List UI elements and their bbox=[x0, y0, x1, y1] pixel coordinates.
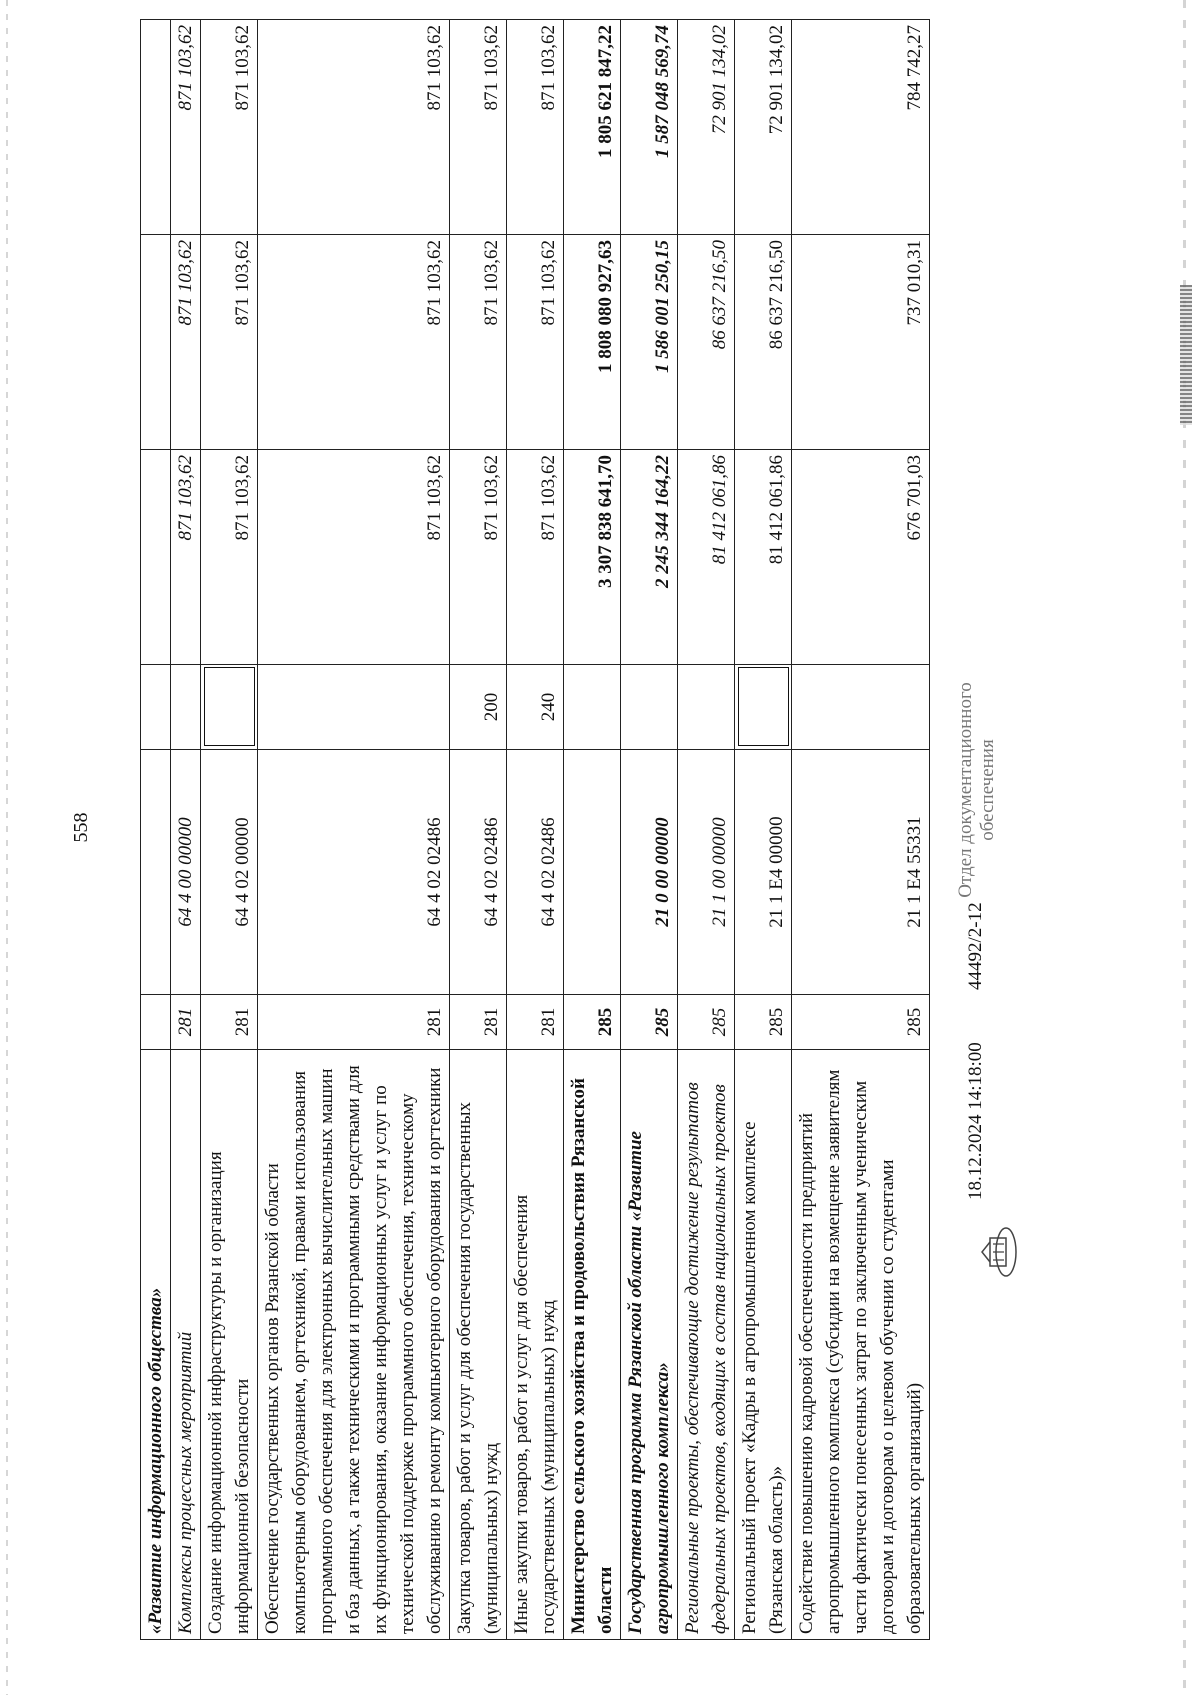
row-v1: 81 412 061,86 bbox=[735, 450, 792, 665]
row-target: 21 1 Е4 00000 bbox=[735, 750, 792, 995]
row-name: Региональный проект «Кадры в агропромышленном комплексе (Рязанская область)» bbox=[735, 1050, 792, 1640]
row-code: 281 bbox=[258, 995, 450, 1050]
scan-edge-right bbox=[1183, 0, 1186, 1695]
row-v1: 2 245 344 164,22 bbox=[621, 450, 678, 665]
row-v3: 72 901 134,02 bbox=[735, 20, 792, 235]
scan-edge-left bbox=[6, 0, 8, 1695]
row-v3: 72 901 134,02 bbox=[678, 20, 735, 235]
row-code: 285 bbox=[564, 995, 621, 1050]
table-row bbox=[564, 20, 621, 1640]
row-name: Содействие повышению кадровой обеспеченности предприятий агропромышленного комплекса (субсидии на возмещение заявителям части фактически понесенных затрат по заключенным ученическим договорам и договорам о целевом обучении со студентами образовательных организаций) bbox=[792, 1050, 930, 1640]
row-target: 64 4 02 02486 bbox=[258, 750, 450, 995]
footer-department: Отдел документационного обеспечения bbox=[955, 682, 998, 898]
row-code bbox=[141, 995, 171, 1050]
row-v3: 1 587 048 569,74 bbox=[621, 20, 678, 235]
row-v1: 871 103,62 bbox=[258, 450, 450, 665]
row-v3: 871 103,62 bbox=[258, 20, 450, 235]
row-kvr bbox=[678, 665, 735, 750]
row-v2: 86 637 216,50 bbox=[735, 235, 792, 450]
row-kvr bbox=[564, 665, 621, 750]
table-row bbox=[735, 20, 792, 1640]
table-row bbox=[621, 20, 678, 1640]
row-kvr bbox=[735, 665, 792, 750]
row-target bbox=[564, 750, 621, 995]
table-row bbox=[678, 20, 735, 1640]
row-name: Создание информационной инфраструктуры и организация информационной безопасности bbox=[201, 1050, 258, 1640]
row-v1: 871 103,62 bbox=[201, 450, 258, 665]
row-v1: 3 307 838 641,70 bbox=[564, 450, 621, 665]
row-kvr bbox=[621, 665, 678, 750]
scan-mark bbox=[1180, 285, 1192, 425]
row-v3 bbox=[141, 20, 171, 235]
row-v3: 871 103,62 bbox=[171, 20, 201, 235]
row-kvr: 240 bbox=[507, 665, 564, 750]
row-v3: 784 742,27 bbox=[792, 20, 930, 235]
row-code: 281 bbox=[450, 995, 507, 1050]
row-code: 281 bbox=[171, 995, 201, 1050]
row-kvr bbox=[201, 665, 258, 750]
table-row bbox=[450, 20, 507, 1640]
row-code: 285 bbox=[735, 995, 792, 1050]
row-target: 64 4 02 02486 bbox=[507, 750, 564, 995]
row-code: 281 bbox=[201, 995, 258, 1050]
row-v3: 871 103,62 bbox=[507, 20, 564, 235]
row-v2: 86 637 216,50 bbox=[678, 235, 735, 450]
row-name: Министерство сельского хозяйства и продовольствия Рязанской области bbox=[564, 1050, 621, 1640]
row-v2: 737 010,31 bbox=[792, 235, 930, 450]
row-v2: 871 103,62 bbox=[507, 235, 564, 450]
rotated-page bbox=[60, 15, 1060, 1640]
table-row bbox=[507, 20, 564, 1640]
row-code: 285 bbox=[792, 995, 930, 1050]
row-target bbox=[141, 750, 171, 995]
row-target: 64 4 02 02486 bbox=[450, 750, 507, 995]
emblem-icon bbox=[980, 1224, 1020, 1280]
page-number: 558 bbox=[70, 812, 92, 843]
table-row bbox=[792, 20, 930, 1640]
table-row bbox=[171, 20, 201, 1640]
row-target: 21 0 00 00000 bbox=[621, 750, 678, 995]
row-v2: 871 103,62 bbox=[171, 235, 201, 450]
footer-doc-number: 44492/2-12 bbox=[965, 902, 986, 990]
row-target: 64 4 02 00000 bbox=[201, 750, 258, 995]
row-v2: 1 808 080 927,63 bbox=[564, 235, 621, 450]
row-v3: 1 805 621 847,22 bbox=[564, 20, 621, 235]
row-v1: 871 103,62 bbox=[450, 450, 507, 665]
row-target: 64 4 00 00000 bbox=[171, 750, 201, 995]
row-v2: 871 103,62 bbox=[201, 235, 258, 450]
row-kvr bbox=[171, 665, 201, 750]
row-name: Иные закупки товаров, работ и услуг для обеспечения государственных (муниципальных) нужд bbox=[507, 1050, 564, 1640]
row-v1 bbox=[141, 450, 171, 665]
row-v1: 676 701,03 bbox=[792, 450, 930, 665]
row-target: 21 1 00 00000 bbox=[678, 750, 735, 995]
row-name: «Развитие информационного общества» bbox=[141, 1050, 171, 1640]
footer-date: 18.12.2024 14:18:00 bbox=[965, 1042, 986, 1200]
row-v2 bbox=[141, 235, 171, 450]
row-kvr: 200 bbox=[450, 665, 507, 750]
row-kvr bbox=[792, 665, 930, 750]
row-v1: 871 103,62 bbox=[171, 450, 201, 665]
row-name: Комплексы процессных мероприятий bbox=[171, 1050, 201, 1640]
row-name: Государственная программа Рязанской области «Развитие агропромышленного комплекса» bbox=[621, 1050, 678, 1640]
row-v3: 871 103,62 bbox=[450, 20, 507, 235]
row-code: 285 bbox=[621, 995, 678, 1050]
table-row bbox=[201, 20, 258, 1640]
row-kvr bbox=[258, 665, 450, 750]
row-v1: 871 103,62 bbox=[507, 450, 564, 665]
budget-table bbox=[140, 19, 930, 1640]
row-v2: 871 103,62 bbox=[258, 235, 450, 450]
row-target: 21 1 Е4 55331 bbox=[792, 750, 930, 995]
row-v1: 81 412 061,86 bbox=[678, 450, 735, 665]
row-code: 281 bbox=[507, 995, 564, 1050]
row-code: 285 bbox=[678, 995, 735, 1050]
row-v2: 1 586 001 250,15 bbox=[621, 235, 678, 450]
row-name: Закупка товаров, работ и услуг для обеспечения государственных (муниципальных) нужд bbox=[450, 1050, 507, 1640]
table-row bbox=[141, 20, 171, 1640]
row-v2: 871 103,62 bbox=[450, 235, 507, 450]
row-name: Региональные проекты, обеспечивающие достижение результатов федеральных проектов, входящих в состав национальных проектов bbox=[678, 1050, 735, 1640]
row-v3: 871 103,62 bbox=[201, 20, 258, 235]
table-row bbox=[258, 20, 450, 1640]
row-kvr bbox=[141, 665, 171, 750]
row-name: Обеспечение государственных органов Рязанской области компьютерным оборудованием, оргтехникой, правами использования программного обеспечения для электронных вычислительных машин и баз данных, а также техническими и программными средствами для их функционирования, оказание информационных услуг и услуг по технической поддержке программного обеспечения, техническому обслуживанию и ремонту компьютерного оборудования и оргтехники bbox=[258, 1050, 450, 1640]
